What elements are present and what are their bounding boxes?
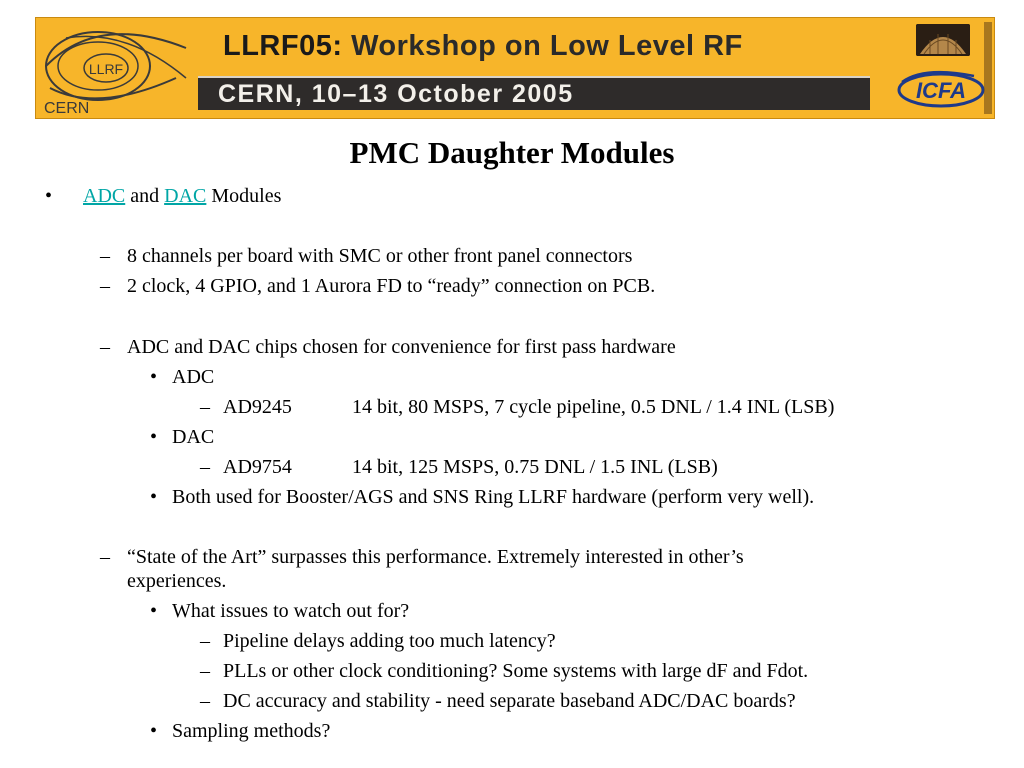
item-state-of-art: “State of the Art” surpasses this performance. Extremely interested in other’s: [127, 546, 744, 568]
bullet-marker: •: [45, 185, 53, 207]
item-clock: 2 clock, 4 GPIO, and 1 Aurora FD to “ready” connection on PCB.: [127, 275, 656, 297]
logo-llrf-text: LLRF: [88, 61, 124, 77]
header-banner: [35, 17, 995, 119]
item-adc: ADC: [172, 366, 215, 388]
item-sampling: Sampling methods?: [172, 720, 331, 742]
dash-marker: –: [200, 456, 210, 478]
logo-cern-text: CERN: [44, 100, 90, 117]
banner-right-block: [886, 18, 994, 118]
banner-title-rest: Workshop on Low Level RF: [351, 30, 743, 62]
bullet-adc-dac-modules: [83, 185, 281, 207]
banner-title: [223, 30, 743, 63]
item-chips: ADC and DAC chips chosen for convenience for first pass hardware: [127, 336, 676, 358]
dash-marker: –: [100, 275, 110, 297]
banner-brand: LLRF05:: [223, 30, 343, 62]
llrf-logo-icon: [36, 18, 198, 118]
vertical-decoration: [984, 22, 992, 114]
slide-title: PMC Daughter Modules: [349, 135, 675, 170]
icfa-text: ICFA: [915, 78, 967, 103]
item-channels: 8 channels per board with SMC or other front panel connectors: [127, 245, 633, 267]
dac-link[interactable]: DAC: [164, 185, 207, 207]
dash-marker: –: [100, 336, 110, 358]
bullet-marker: •: [150, 486, 158, 508]
item-issues: What issues to watch out for?: [172, 600, 410, 622]
banner-subtitle-bar: [198, 76, 870, 110]
item-ad9245-part: AD9245: [223, 396, 292, 418]
item-dac: DAC: [172, 426, 215, 448]
dash-marker: –: [100, 546, 110, 568]
banner-subtitle: CERN, 10–13 October 2005: [218, 80, 574, 108]
bullet-marker: •: [150, 720, 158, 742]
title-strip: [198, 18, 886, 118]
bullet-marker: •: [150, 426, 158, 448]
item-state-of-art-cont: experiences.: [127, 570, 227, 592]
dash-marker: –: [200, 690, 210, 712]
item-ad9245-spec: 14 bit, 80 MSPS, 7 cycle pipeline, 0.5 DNL / 1.4 INL (LSB): [352, 396, 835, 418]
bullet-marker: •: [150, 366, 158, 388]
item-ad9754-spec: 14 bit, 125 MSPS, 0.75 DNL / 1.5 INL (LSB): [352, 456, 718, 478]
dash-marker: –: [200, 630, 210, 652]
item-both-used: Both used for Booster/AGS and SNS Ring LLRF hardware (perform very well).: [172, 486, 815, 508]
adc-link[interactable]: ADC: [83, 185, 126, 207]
modules-text: Modules: [211, 185, 282, 207]
item-pipeline: Pipeline delays adding too much latency?: [223, 630, 556, 652]
dash-marker: –: [200, 660, 210, 682]
dome-photo-icon: [916, 24, 970, 56]
item-dc-accuracy: DC accuracy and stability - need separate baseband ADC/DAC boards?: [223, 690, 796, 712]
bullet-marker: •: [150, 600, 158, 622]
dash-marker: –: [100, 245, 110, 267]
item-plls: PLLs or other clock conditioning? Some systems with large dF and Fdot.: [223, 660, 809, 682]
icfa-logo-icon: [894, 70, 989, 110]
dash-marker: –: [200, 396, 210, 418]
item-ad9754-part: AD9754: [223, 456, 292, 478]
and-text: and: [130, 185, 160, 207]
